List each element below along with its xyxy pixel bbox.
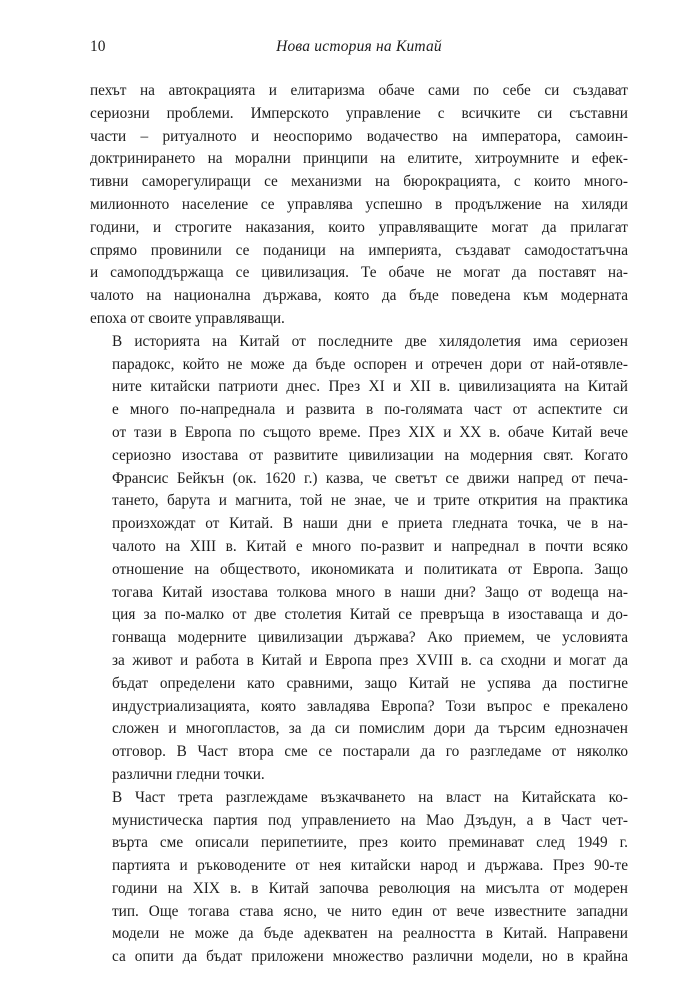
text-line: гонваща модерните цивилизации държава? Ако приемем, че условията: [112, 629, 628, 647]
text-line: ция за по-малко от две столетия Китай се превръща в изоставаща и до-: [112, 606, 628, 624]
page-number: 10: [90, 38, 106, 55]
paragraph: [90, 80, 628, 331]
text-line: спрямо провинили се поданици на империята, създават самодостатъчна: [90, 241, 628, 259]
text-line: върта сме описали перипетиите, през които преминават след 1949 г.: [112, 834, 628, 852]
text-line: тогава Китай изостава толкова много в наши дни? Защо от водеща на-: [112, 583, 628, 601]
text-line: са опити да бъдат приложени множество различни модели, но в крайна: [112, 948, 628, 966]
text-line: парадокс, който не може да бъде оспорен и отречен дори от най-отявле-: [112, 355, 628, 373]
text-line: Франсис Бейкън (ок. 1620 г.) казва, че светът се движи напред от печа-: [112, 469, 628, 487]
text-line: години, и строгите наказания, които управляващите могат да прилагат: [90, 218, 628, 236]
book-page: [90, 38, 628, 969]
text-line: отговор. В Част втора сме се постарали да го разгледаме от няколко: [112, 743, 628, 761]
text-line: епоха от своите управляващи.: [90, 309, 285, 327]
text-line: чалото на XIII в. Китай е много по-развит и напреднал в почти всяко: [112, 537, 628, 555]
text-line: части – ритуалното и неоспоримо водачество на императора, самоин-: [90, 127, 628, 145]
text-line: отношение на обществото, икономиката и политиката от Европа. Защо: [112, 560, 628, 578]
text-line: В Част трета разглеждаме възкачването на власт на Китайската ко-: [112, 788, 628, 806]
page-header: [90, 38, 628, 62]
text-line: индустриализацията, която завладява Европа? Този въпрос е прекалено: [112, 697, 628, 715]
text-line: сложен и многопластов, за да си помислим дори да търсим еднозначен: [112, 720, 628, 738]
text-line: сериозно изостава от развитите цивилизации на модерния свят. Когато: [112, 446, 628, 464]
body-text: [90, 80, 628, 969]
text-line: от тази в Европа по същото време. През XIX и XX в. обаче Китай вече: [112, 423, 628, 441]
text-line: е много по-напреднала и развита в по-голямата част от аспектите си: [112, 401, 628, 419]
text-line: модели не може да бъде адекватен на реалността в Китай. Направени: [112, 925, 628, 943]
running-title: Нова история на Китай: [276, 38, 442, 55]
text-line: тип. Още тогава става ясно, че нито един от вече известните западни: [112, 902, 628, 920]
text-line: В историята на Китай от последните две хилядолетия има сериозен: [112, 332, 628, 350]
text-line: доктринирането на морални принципи на елитите, хитроумните и ефек-: [90, 150, 628, 168]
text-line: сериозни проблеми. Имперското управление с всичките си съставни: [90, 104, 628, 122]
text-line: години на XIX в. в Китай започва революция на мисълта от модерен: [112, 879, 628, 897]
text-line: партията и ръководените от нея китайски народ и държава. През 90-те: [112, 857, 628, 875]
text-line: различни гледни точки.: [112, 765, 265, 783]
text-line: тивни саморегулиращи се механизми на бюрокрацията, с които много-: [90, 173, 628, 191]
text-line: милионното население се управлява успешно в продължение на хиляди: [90, 195, 628, 213]
text-line: тането, барута и магнита, той не знае, че и трите открития на практика: [112, 492, 628, 510]
text-line: произхождат от Китай. В наши дни е приета гледната точка, че в на-: [112, 515, 628, 533]
paragraph: [90, 331, 628, 787]
text-line: и самоподдържаща се цивилизация. Те обаче не могат да поставят на-: [90, 264, 628, 282]
text-line: ните китайски патриоти днес. През XI и XII в. цивилизацията на Китай: [112, 378, 628, 396]
text-line: мунистическа партия под управлението на Мао Дзъдун, а в Част чет-: [112, 811, 628, 829]
text-line: за живот и работа в Китай и Европа през XVIII в. са сходни и могат да: [112, 651, 628, 669]
paragraph: [90, 787, 628, 969]
text-line: бъдат определени като сравними, защо Китай не успява да постигне: [112, 674, 628, 692]
text-line: пехът на автокрацията и елитаризма обаче сами по себе си създават: [90, 82, 628, 99]
text-line: чалото на национална държава, която да бъде поведена към модерната: [90, 287, 628, 305]
